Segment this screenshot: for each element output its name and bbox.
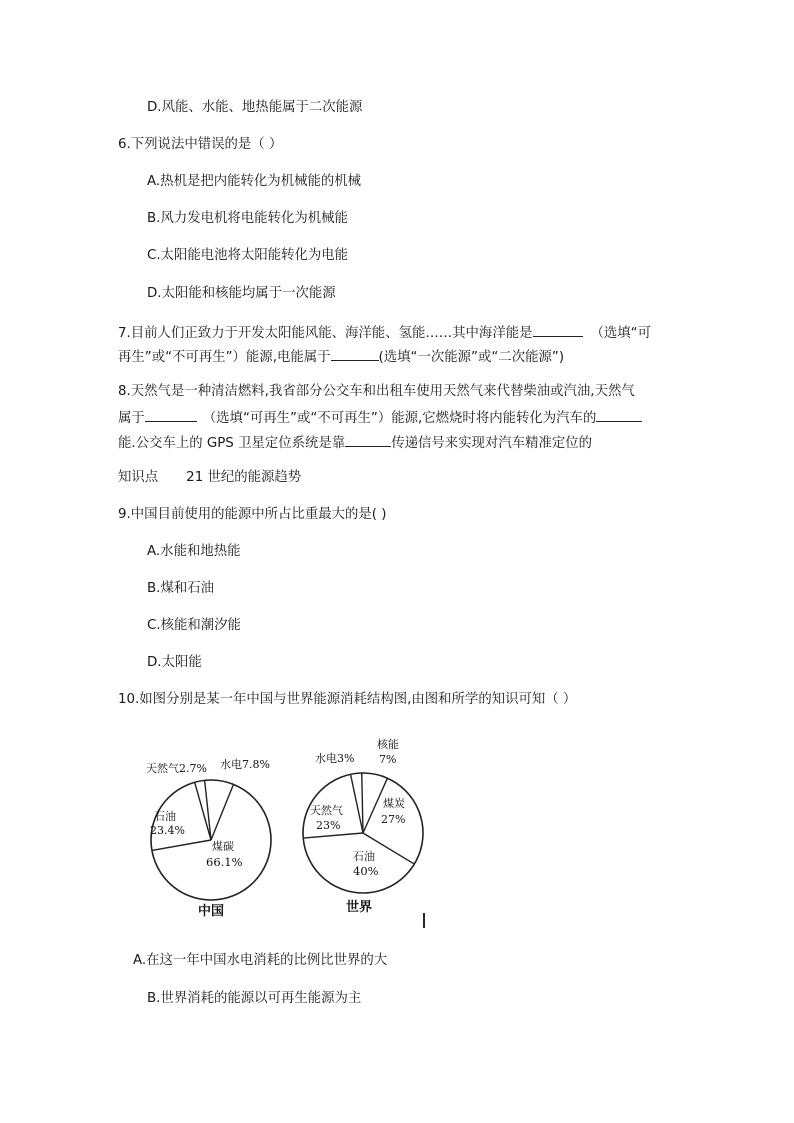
question-7-line-2 <box>118 346 564 367</box>
option-9b: B.煤和石油 <box>147 581 215 596</box>
world-slice-boundary-4 <box>362 773 363 833</box>
china-slice-boundary-1 <box>152 840 211 850</box>
answer-blank[interactable] <box>345 432 391 447</box>
label-china-coal-name: 煤碳 <box>212 840 234 853</box>
label-china-oil-name: 石油 <box>154 810 176 823</box>
option-6b: B.风力发电机将电能转化为机械能 <box>147 211 348 226</box>
question-8-line-1: 8.天然气是一种清洁燃料,我省部分公交车和出租车使用天然气来代替柴油或汽油,天然气 <box>118 384 635 399</box>
energy-pie-figure <box>128 728 438 930</box>
label-china-oil-value: 23.4% <box>150 824 185 837</box>
pie-china <box>146 757 271 919</box>
label-world-nuclear-value: 7% <box>379 753 397 766</box>
answer-blank[interactable] <box>331 346 379 361</box>
question-7-line-1 <box>118 322 651 343</box>
option-9a: A.水能和地热能 <box>147 544 241 559</box>
option-5d: D.风能、水能、地热能属于二次能源 <box>147 100 363 115</box>
option-9d: D.太阳能 <box>147 655 202 670</box>
label-china-coal-value: 66.1% <box>206 855 243 869</box>
question-8-text-2b: （选填“可再生”或“不可再生”）能源,它燃烧时将内能转化为汽车的 <box>202 411 597 426</box>
world-slice-boundary-3 <box>351 774 363 833</box>
answer-blank[interactable] <box>533 322 583 337</box>
label-china-hydro: 水电7.8% <box>220 758 270 771</box>
answer-blank[interactable] <box>145 407 197 422</box>
china-slice-boundary-0 <box>211 784 233 840</box>
label-world-naturalgas-value: 23% <box>316 819 341 832</box>
question-7-text-1a: 7.目前人们正致力于开发太阳能风能、海洋能、氢能……其中海洋能是 <box>118 326 533 341</box>
label-world-hydro: 水电3% <box>315 752 355 765</box>
section-heading <box>118 469 301 487</box>
option-6c: C.太阳能电池将太阳能转化为电能 <box>147 248 349 263</box>
title-china: 中国 <box>198 904 225 919</box>
label-world-oil-value: 40% <box>353 864 379 878</box>
pie-world <box>303 737 424 928</box>
question-8-line-3 <box>118 432 592 453</box>
question-6-stem: 6.下列说法中错误的是（ ） <box>118 137 283 152</box>
question-10-stem: 10.如图分别是某一年中国与世界能源消耗结构图,由图和所学的知识可知（ ） <box>118 692 577 707</box>
label-world-naturalgas-name: 天然气 <box>310 804 343 817</box>
option-10a: A.在这一年中国水电消耗的比例比世界的大 <box>133 953 388 968</box>
option-10b: B.世界消耗的能源以可再生能源为主 <box>147 991 362 1006</box>
option-9c: C.核能和潮汐能 <box>147 618 241 633</box>
question-8-text-2a: 属于 <box>118 411 145 426</box>
label-world-nuclear-name: 核能 <box>377 738 399 751</box>
title-world: 世界 <box>346 900 373 915</box>
world-slice-boundary-2 <box>303 833 363 838</box>
question-7-text-2b: (选填“一次能源”或“二次能源”) <box>378 350 565 365</box>
answer-blank[interactable] <box>596 407 642 422</box>
question-8-line-2 <box>118 407 642 428</box>
question-9-stem: 9.中国目前使用的能源中所占比重最大的是( ) <box>118 507 387 522</box>
pie-charts <box>128 728 438 930</box>
question-7-text-2a: 再生”或“不可再生”）能源,电能属于 <box>118 350 331 365</box>
label-china-naturalgas: 天然气2.7% <box>146 762 207 775</box>
label-world-coal-value: 27% <box>381 813 406 826</box>
section-title: 21 世纪的能源趋势 <box>186 470 302 485</box>
question-8-text-3b: 传递信号来实现对汽车精准定位的 <box>391 436 593 451</box>
label-world-coal-name: 煤炭 <box>383 797 405 810</box>
label-world-oil-name: 石油 <box>353 850 375 863</box>
option-6a: A.热机是把内能转化为机械能的机械 <box>147 174 362 189</box>
option-6d: D.太阳能和核能均属于一次能源 <box>147 286 336 301</box>
question-7-text-1b: （选填“可 <box>590 326 651 341</box>
question-8-text-3a: 能.公交车上的 GPS 卫星定位系统是靠 <box>118 436 346 451</box>
section-label: 知识点 <box>118 470 159 485</box>
